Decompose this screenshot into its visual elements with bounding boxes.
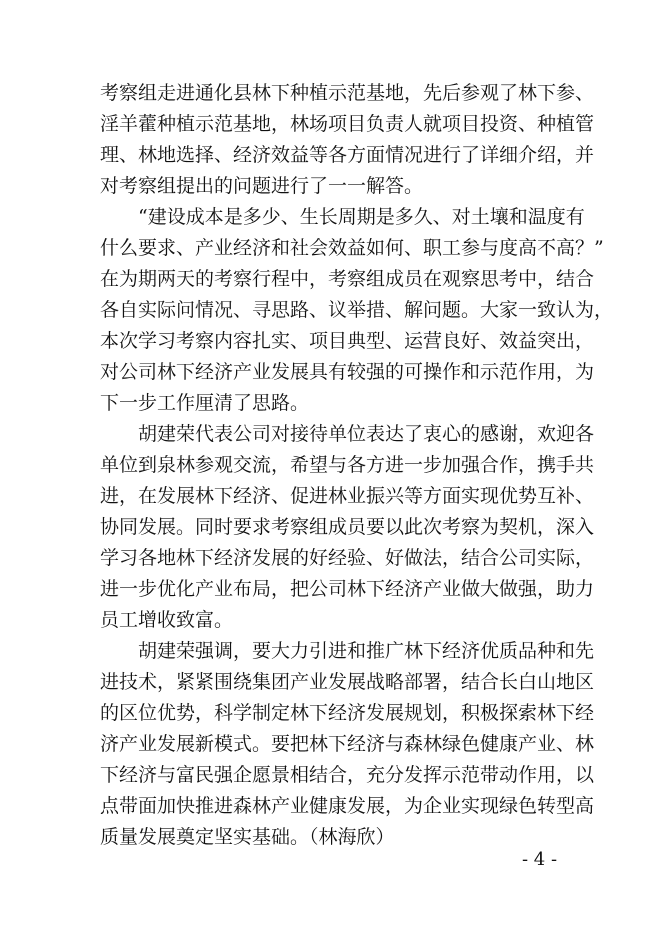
text-line: 进一步优化产业布局，把公司林下经济产业做大做强，助力: [100, 578, 595, 600]
text-line: “建设成本是多少、生长周期是多久、对土壤和温度有: [138, 206, 585, 228]
text-line: 在为期两天的考察行程中，考察组成员在观察思考中，结合: [100, 268, 595, 290]
text-line: 协同发展。同时要求考察组成员要以此次考察为契机，深入: [100, 516, 595, 538]
text-line: 质量发展奠定坚实基础。（林海欣）: [100, 826, 395, 848]
text-line: 淫羊藿种植示范基地，林场项目负责人就项目投资、种植管: [100, 113, 595, 135]
paragraph-4: [100, 636, 595, 853]
text-line: 下经济与富民强企愿景相结合，充分发挥示范带动作用，以: [100, 764, 595, 786]
text-line: 点带面加快推进森林产业健康发展，为企业实现绿色转型高: [100, 795, 595, 817]
text-line: 对考察组提出的问题进行了一一解答。: [100, 175, 424, 197]
text-line: 进技术，紧紧围绕集团产业发展战略部署，结合长白山地区: [100, 671, 595, 693]
page-number: - 4 -: [522, 849, 558, 870]
paragraph-3: [100, 419, 595, 636]
text-line: 学习各地林下经济发展的好经验、好做法，结合公司实际，: [100, 547, 595, 569]
text-line: 员工增收致富。: [100, 609, 234, 631]
text-line: 考察组走进通化县林下种植示范基地，先后参观了林下参、: [100, 82, 595, 104]
text-line: 什么要求、产业经济和社会效益如何、职工参与度高不高？”: [100, 237, 604, 259]
text-line: 对公司林下经济产业发展具有较强的可操作和示范作用，为: [100, 361, 595, 383]
text-line: 本次学习考察内容扎实、项目典型、运营良好、效益突出，: [100, 330, 595, 352]
text-line: 胡建荣代表公司对接待单位表达了衷心的感谢，欢迎各: [138, 423, 595, 445]
text-line: 单位到泉林参观交流，希望与各方进一步加强合作，携手共: [100, 454, 595, 476]
paragraph-2: [100, 202, 614, 419]
paragraph-1: [100, 78, 595, 202]
text-line: 进，在发展林下经济、促进林业振兴等方面实现优势互补、: [100, 485, 595, 507]
text-line: 理、林地选择、经济效益等各方面情况进行了详细介绍，并: [100, 144, 595, 166]
document-body: [100, 78, 614, 853]
text-line: 各自实际问情况、寻思路、议举措、解问题。大家一致认为，: [100, 299, 614, 321]
text-line: 下一步工作厘清了思路。: [100, 392, 310, 414]
text-line: 胡建荣强调，要大力引进和推广林下经济优质品种和先: [138, 640, 595, 662]
text-line: 济产业发展新模式。要把林下经济与森林绿色健康产业、林: [100, 733, 595, 755]
text-line: 的区位优势，科学制定林下经济发展规划，积极探索林下经: [100, 702, 595, 724]
